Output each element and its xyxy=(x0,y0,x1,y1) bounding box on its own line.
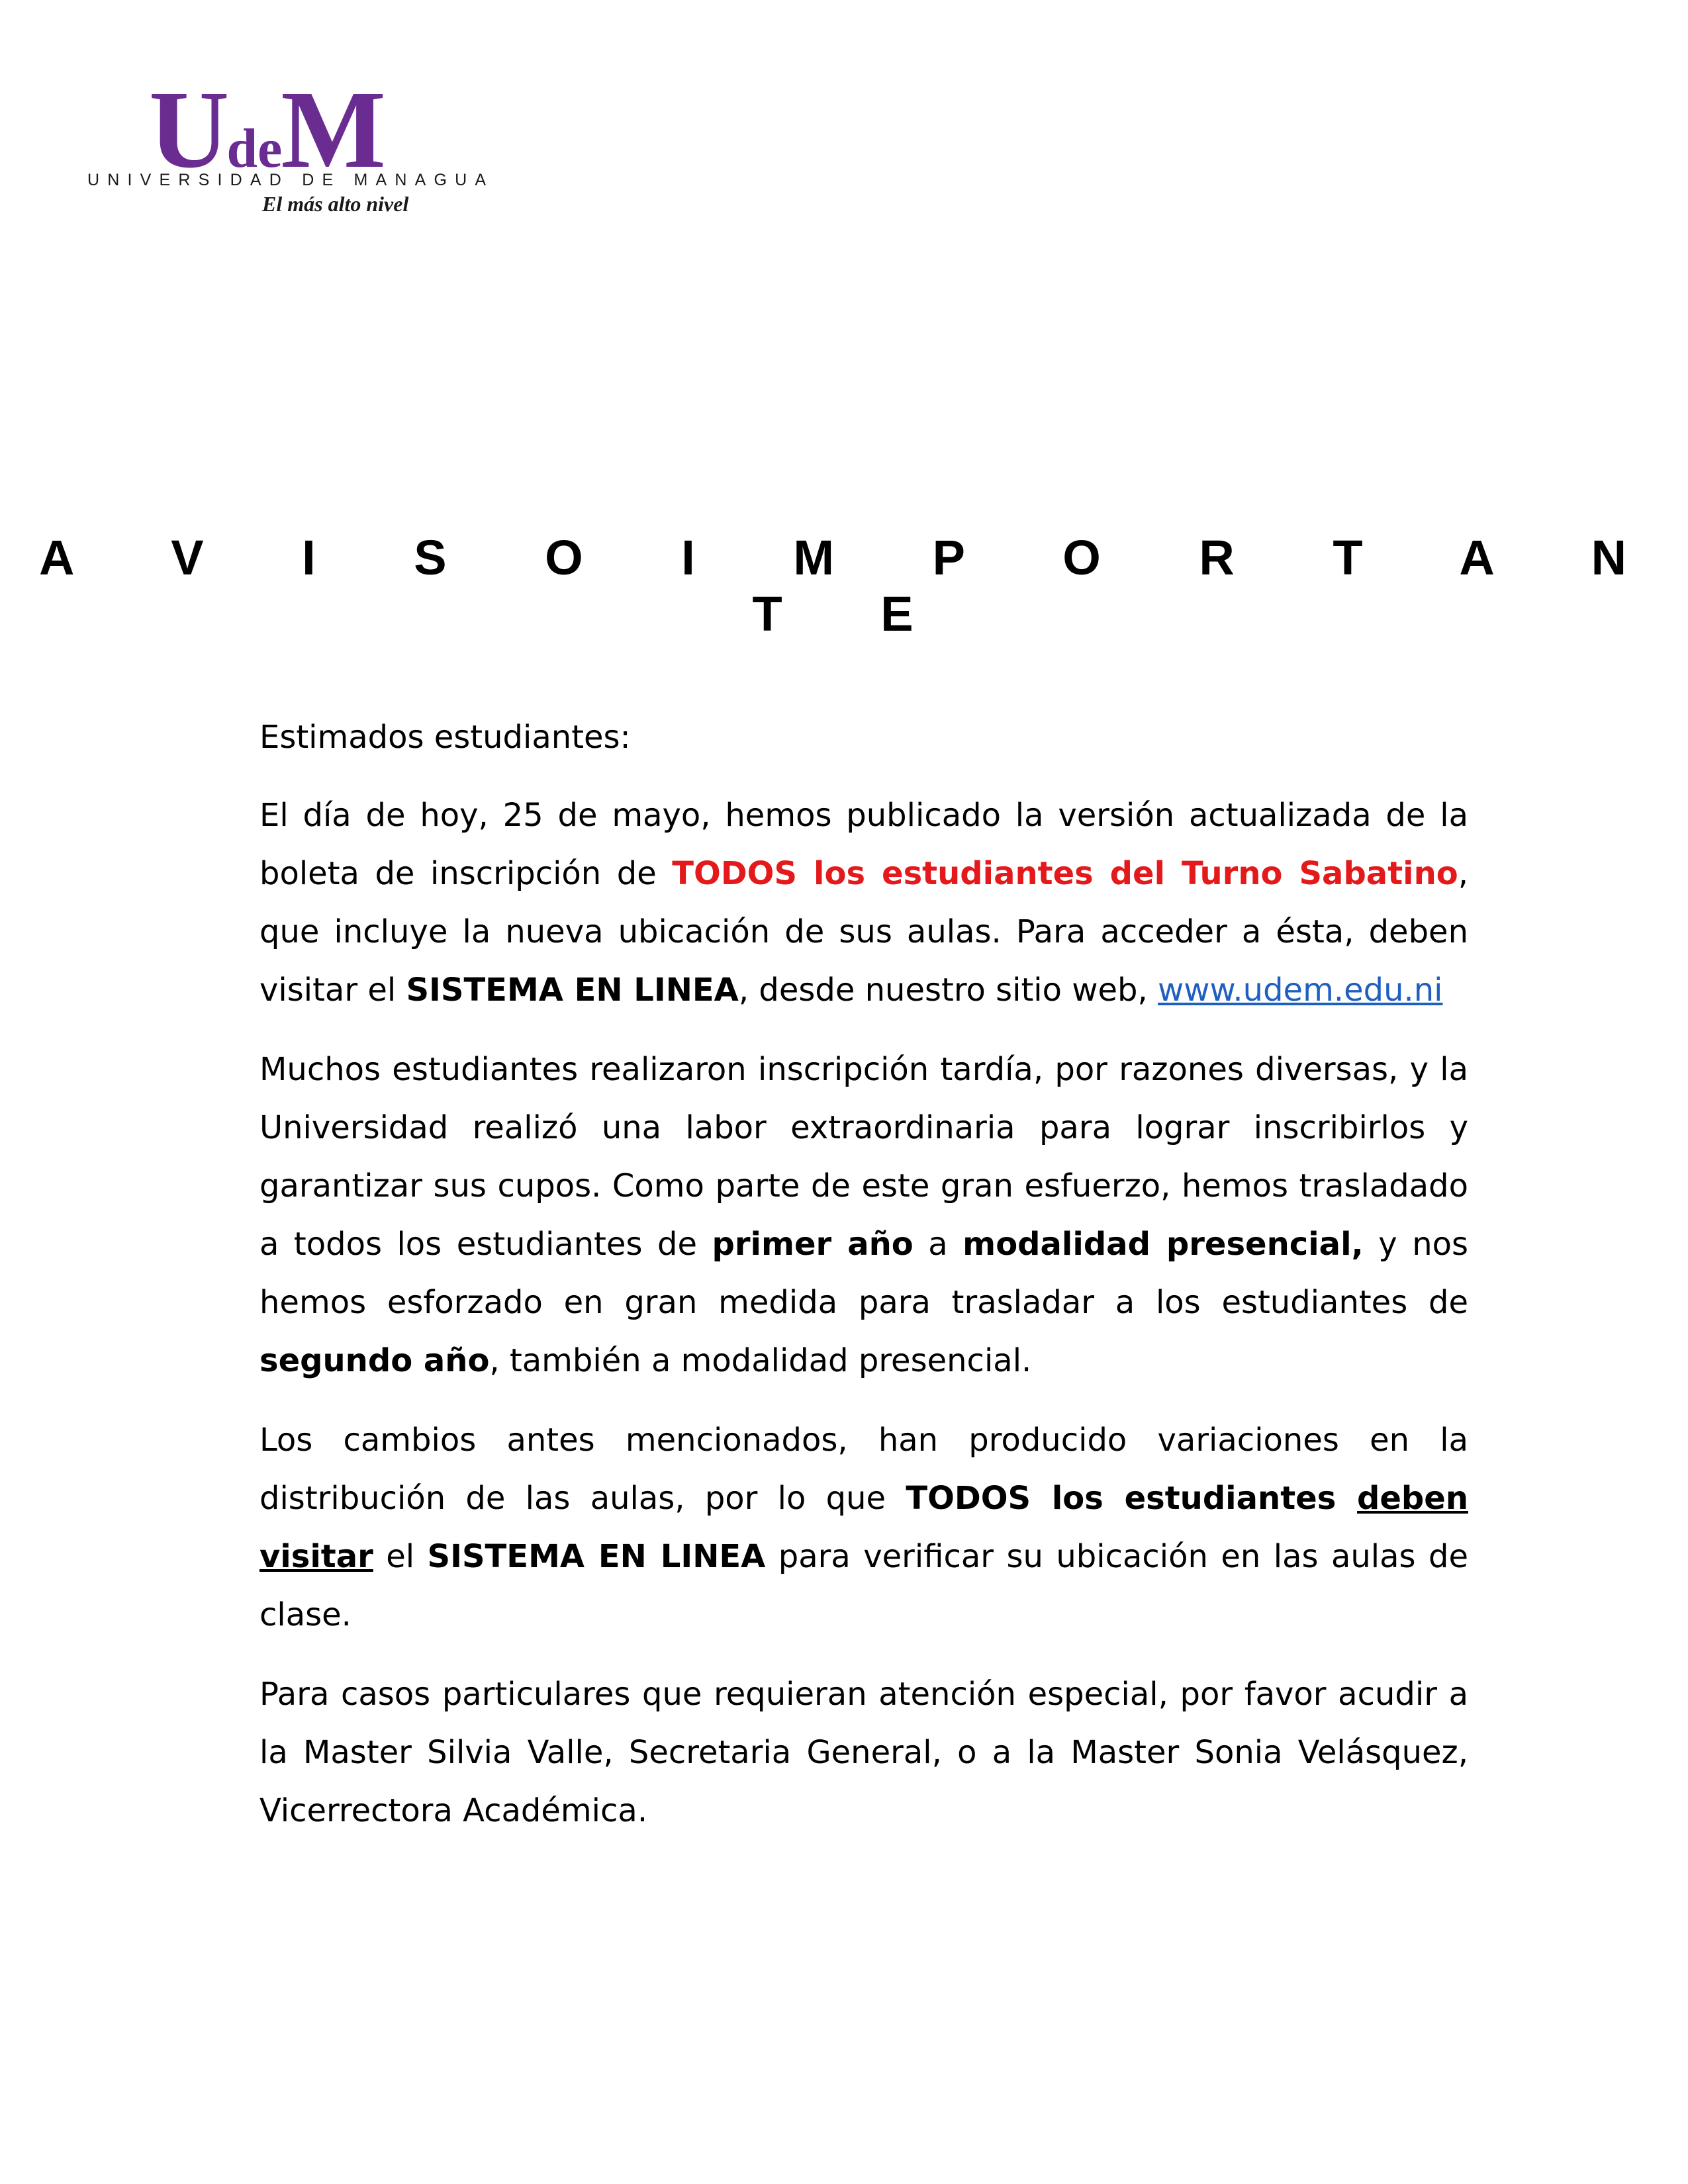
paragraph-2: Muchos estudiantes realizaron inscripción tardía, por razones diversas, y la Universidad realizó una labor extraordinaria para lograr inscribirlos y garantizar sus cupos. Como parte de este gran esfuerzo, hemos trasladado a todos los estudiantes de primer año a modalidad presencial, y nos hemos esforzado en gran medida para trasladar a los estudiantes de segundo año, también a modalidad presencial. xyxy=(259,1051,1468,1379)
logo-letters-de: de xyxy=(226,118,283,179)
paragraph-4: Para casos particulares que requieran atención especial, por favor acudir a la Master Silvia Valle, Secretaria General, o a la Master Sonia Velásquez, Vicerrectora Académica. xyxy=(259,1676,1468,1829)
second-year: segundo año xyxy=(259,1342,490,1379)
logo-slogan: El más alto nivel xyxy=(262,192,409,216)
in-person-mode: modalidad presencial, xyxy=(962,1226,1364,1263)
system-name: SISTEMA EN LINEA xyxy=(406,972,739,1009)
udem-logo xyxy=(79,68,494,220)
logo-subtitle: UNIVERSIDAD DE MANAGUA xyxy=(87,171,494,189)
logo-letter-m: M xyxy=(281,68,386,191)
all-students: TODOS los estudiantes xyxy=(906,1480,1358,1517)
logo-letter-u: U xyxy=(149,68,230,191)
website-link[interactable]: www.udem.edu.ni xyxy=(1158,972,1443,1009)
highlight-students: TODOS los estudiantes del Turno Sabatino xyxy=(672,855,1458,892)
greeting: Estimados estudiantes: xyxy=(259,719,631,756)
paragraph-1: El día de hoy, 25 de mayo, hemos publicado la versión actualizada de la boleta de inscripción de TODOS los estudiantes del Turno Sabatino, que incluye la nueva ubicación de sus aulas. Para acceder a ésta, deben visitar el SISTEMA EN LINEA, desde nuestro sitio web, www.udem.edu.ni xyxy=(259,797,1469,1009)
first-year: primer año xyxy=(712,1226,914,1263)
notice-body xyxy=(259,708,1468,1861)
notice-title: A V I S O I M P O R T A N T E xyxy=(38,530,1650,641)
system-name-2: SISTEMA EN LINEA xyxy=(427,1538,766,1575)
paragraph-3: Los cambios antes mencionados, han producido variaciones en la distribución de las aulas, por lo que TODOS los estudiantes deben visitar el SISTEMA EN LINEA para verificar su ubicación en las aulas de clase. xyxy=(259,1422,1469,1633)
must-visit: deben visitar xyxy=(259,1480,1469,1575)
